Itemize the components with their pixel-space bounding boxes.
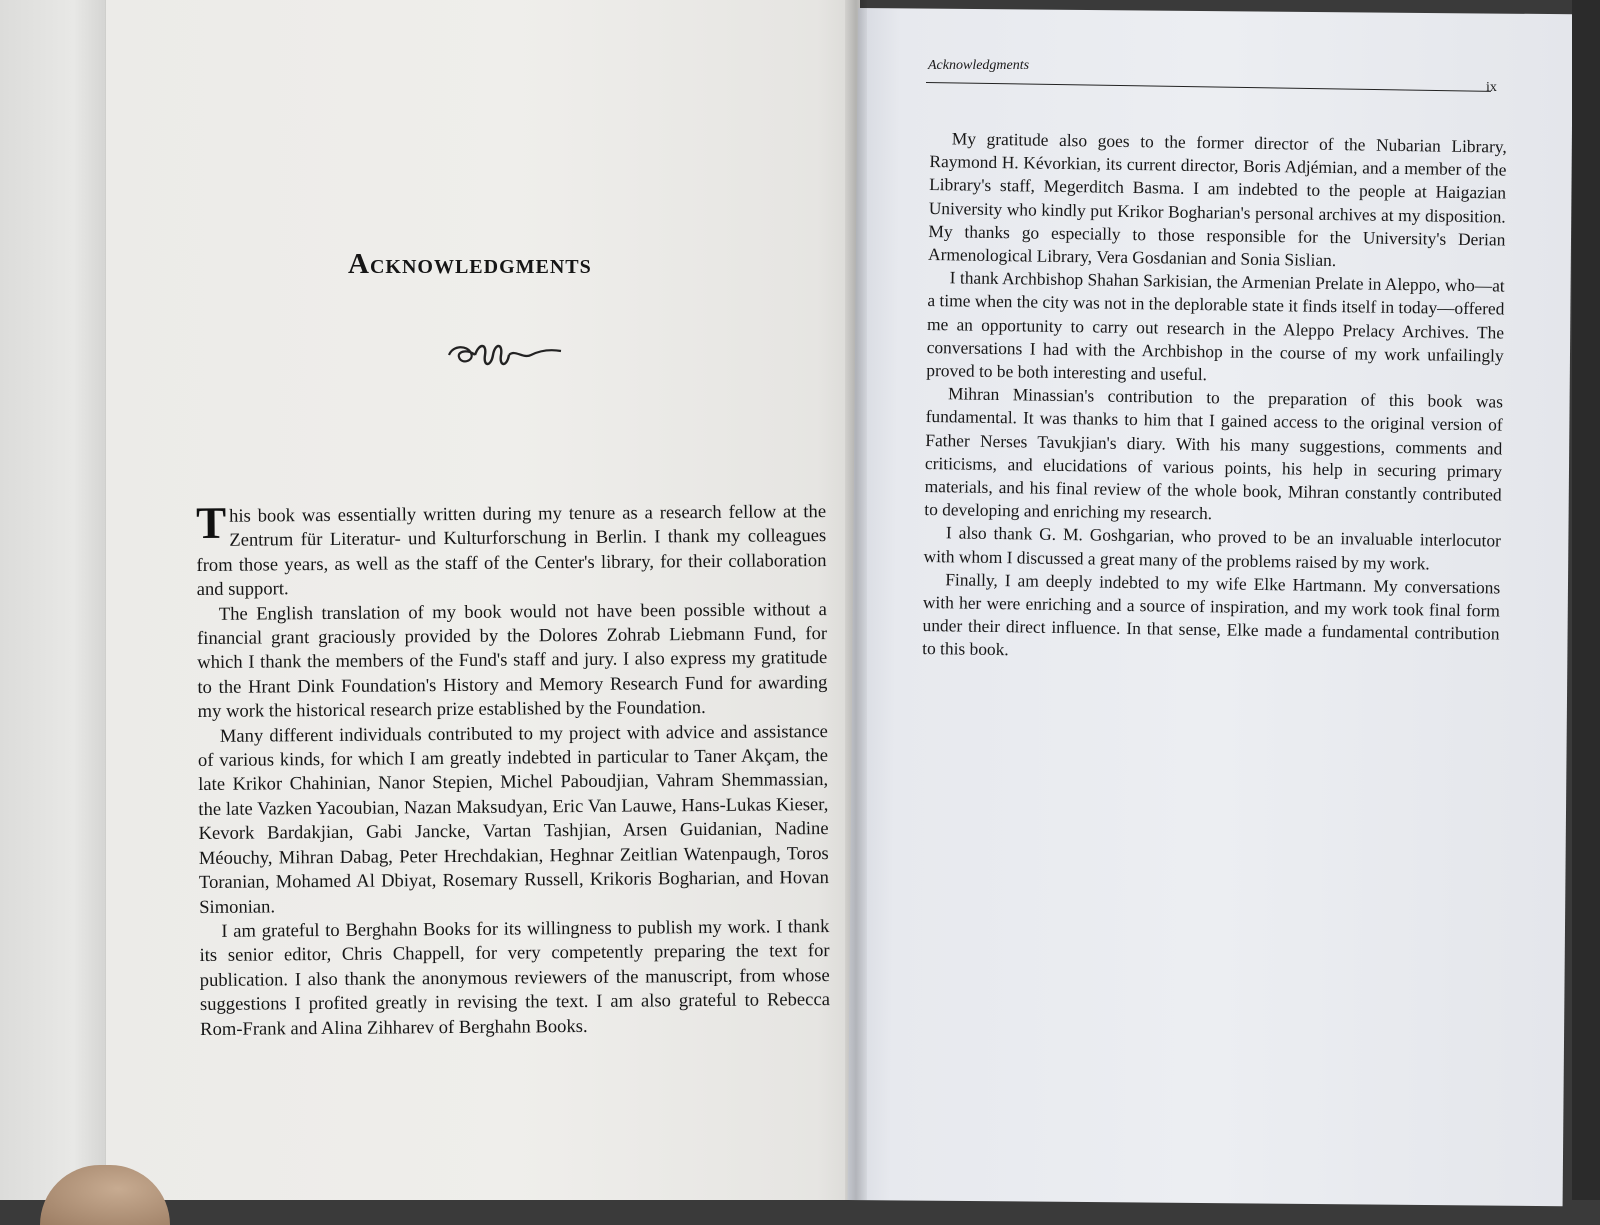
cover-edge (0, 0, 106, 1200)
left-page-body (195, 497, 830, 1042)
paragraph: This book was essentially written during my tenure as a research fellow at the Zentrum für Literatur- und Kulturforschung in Berlin. I thank my colleagues from those years, as well as the staff of the Center's library, for their collaboration and support. (195, 497, 827, 601)
paragraph: I am grateful to Berghahn Books for its willingness to publish my work. I thank its senior editor, Chris Chappell, for very competently preparing the text for publication. I also thank the anonymous reviewers of the manuscript, from whose suggestions I profited greatly in revising the text. I am also grateful to Rebecca Rom-Frank and Alina Zihharev of Berghahn Books. (199, 915, 830, 1040)
paragraph: I also thank G. M. Goshgarian, who proved to be an invaluable interlocutor with whom I discussed a great many of the problems raised by my work. (923, 522, 1502, 574)
paragraph: Many different individuals contributed to my project with advice and assistance of various kinds, for which I am greatly indebted in particular to Taner Akçam, the late Krikor Chahinian, Nanor Stepien, Michel Paboudjian, Vahram Shemmassian, the late Vazken Yacoubian, Nazan Maksudyan, Eric Van Lauwe, Hans-Lukas Kieser, Kevork Bardakjian, Gabi Jancke, Vartan Tashjian, Arsen Guidanian, Nadine Méouchy, Mihran Dabag, Peter Hrechdakian, Heghnar Zeitlian Watenpaugh, Toros Toranian, Mohamed Al Dbiyat, Rosemary Russell, Krikoris Bogharian, and Hovan Simonian. (197, 720, 830, 918)
show-through-text (440, 95, 840, 199)
paragraph: The English translation of my book would not have been possible without a financial grant graciously provided by the Dolores Zohrab Liebmann Fund, for which I thank the members of the Fund's staff and jury. I also express my gratitude to the Hrant Dink Foundation's History and Memory Research Fund for awarding my work the historical research prize established by the Foundation. (196, 598, 828, 723)
chapter-title: Acknowledgments (348, 248, 592, 280)
paragraph: Finally, I am deeply indebted to my wife Elke Hartmann. My conversations with her were enriching and a source of inspiration, and my work took final form under their direct influence. In that sense, Elke made a fundamental contribution to this book. (922, 569, 1501, 660)
book-gutter (845, 0, 867, 1200)
right-page-body (922, 127, 1507, 669)
drop-cap: T (195, 497, 227, 548)
paragraph: My gratitude also goes to the former director of the Nubarian Library, Raymond H. Kévorkian, its current director, Boris Adjémian, and a member of the Library's staff, Megerditch Basma. I am indebted to the people at Haigazian University who kindly put Krikor Bogharian's personal archives at my disposition. My thanks go especially to those responsible for the University's Derian Armenological Library, Vera Gosdanian and Sonia Sislian. (927, 128, 1507, 271)
running-head: Acknowledgments (928, 58, 1030, 73)
paragraph: I thank Archbishop Shahan Sarkisian, the Armenian Prelate in Aleppo, who—at a time when the city was not in the deplorable state it finds itself in today—offered me an opportunity to carry out research in the Aleppo Prelacy Archives. The conversations I had with the Archbishop in the course of my work unfailingly proved to be both interesting and useful. (926, 267, 1505, 385)
ornament-flourish-icon (445, 337, 565, 371)
paragraph: Mihran Minassian's contribution to the preparation of this book was fundamental. It was thanks to him that I gained access to the original version of Father Nerses Tavukjian's diary. With his many suggestions, comments and criticisms, and elucidations of various points, his help in securing primary materials, and his final review of the whole book, Mihran constantly contributed to developing and enriching my research. (924, 383, 1504, 524)
background-edge (1572, 0, 1600, 1200)
page-number: ix (1486, 80, 1497, 95)
